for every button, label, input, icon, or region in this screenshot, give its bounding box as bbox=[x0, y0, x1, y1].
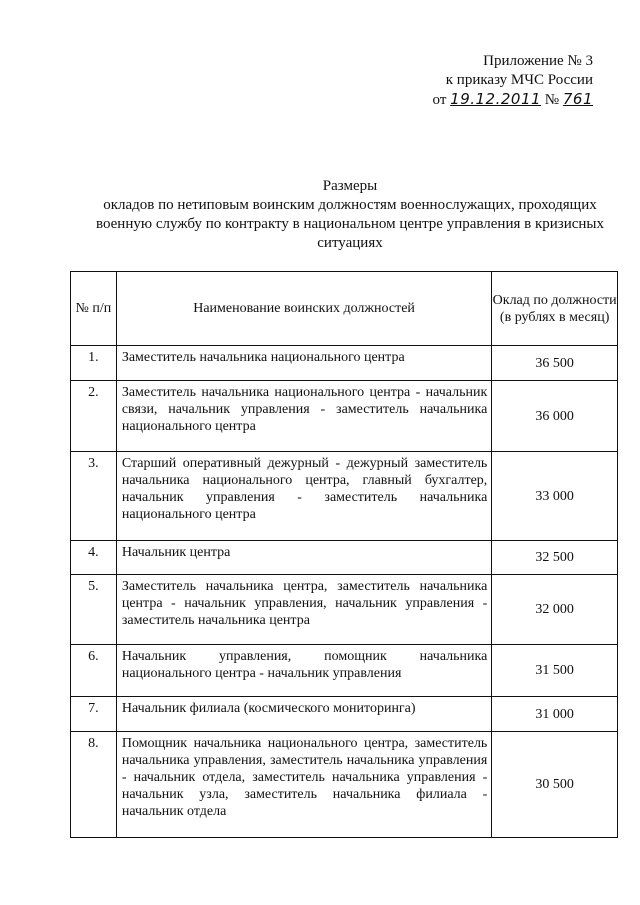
table-row bbox=[71, 452, 618, 541]
row-salary: 36 500 bbox=[492, 346, 618, 381]
table-row bbox=[71, 346, 618, 381]
row-num: 7. bbox=[71, 697, 117, 732]
title-line-1: Размеры bbox=[322, 178, 378, 194]
row-salary: 36 000 bbox=[492, 381, 618, 452]
row-name: Помощник начальника национального центра, заместитель начальника управления, заместитель начальника управления - начальник отдела, заместитель начальника управления - начальник узла, заместитель начальника филиала - начальник отдела bbox=[116, 732, 491, 838]
row-name: Начальник центра bbox=[116, 541, 491, 575]
row-name: Начальник филиала (космического мониторинга) bbox=[116, 697, 491, 732]
row-num: 6. bbox=[71, 645, 117, 697]
order-date-line bbox=[433, 90, 593, 110]
row-num: 8. bbox=[71, 732, 117, 838]
table-row bbox=[71, 575, 618, 645]
table-header-row bbox=[71, 272, 618, 346]
row-num: 4. bbox=[71, 541, 117, 575]
row-name: Заместитель начальника национального центра - начальник связи, начальник управления - заместитель начальника национального центра bbox=[116, 381, 491, 452]
row-num: 3. bbox=[71, 452, 117, 541]
row-salary: 31 500 bbox=[492, 645, 618, 697]
table-row bbox=[71, 541, 618, 575]
document-title bbox=[70, 177, 630, 253]
row-num: 5. bbox=[71, 575, 117, 645]
row-salary: 32 500 bbox=[492, 541, 618, 575]
document-header bbox=[433, 52, 593, 110]
row-salary: 31 000 bbox=[492, 697, 618, 732]
order-number: 761 bbox=[562, 90, 593, 108]
row-salary: 32 000 bbox=[492, 575, 618, 645]
order-date: 19.12.2011 bbox=[450, 90, 542, 108]
row-name: Заместитель начальника национального центра bbox=[116, 346, 491, 381]
title-line-2: окладов по нетиповым воинским должностям военнослужащих, проходящих bbox=[103, 197, 597, 213]
appendix-label: Приложение № 3 bbox=[483, 53, 593, 69]
row-salary: 33 000 bbox=[492, 452, 618, 541]
date-prefix: от bbox=[432, 92, 447, 108]
salary-table bbox=[70, 271, 618, 838]
row-name: Начальник управления, помощник начальника национального центра - начальник управления bbox=[116, 645, 491, 697]
header-salary: Оклад по должности (в рублях в месяц) bbox=[492, 272, 618, 346]
row-num: 2. bbox=[71, 381, 117, 452]
title-line-3: военную службу по контракту в национальном центре управления в кризисных bbox=[95, 216, 604, 232]
order-reference: к приказу МЧС России bbox=[445, 72, 593, 88]
header-name: Наименование воинских должностей bbox=[116, 272, 491, 346]
title-line-4: ситуациях bbox=[317, 235, 383, 251]
row-name: Старший оперативный дежурный - дежурный заместитель начальника национального центра, главный бухгалтер, начальник управления - заместитель начальника национального центра bbox=[116, 452, 491, 541]
table-row bbox=[71, 645, 618, 697]
row-name: Заместитель начальника центра, заместитель начальника центра - начальник управления, начальник управления - заместитель начальника центра bbox=[116, 575, 491, 645]
table-row bbox=[71, 381, 618, 452]
row-num: 1. bbox=[71, 346, 117, 381]
row-salary: 30 500 bbox=[492, 732, 618, 838]
table-row bbox=[71, 697, 618, 732]
table-row bbox=[71, 732, 618, 838]
number-sign: № bbox=[544, 92, 560, 108]
header-num: № п/п bbox=[71, 272, 117, 346]
